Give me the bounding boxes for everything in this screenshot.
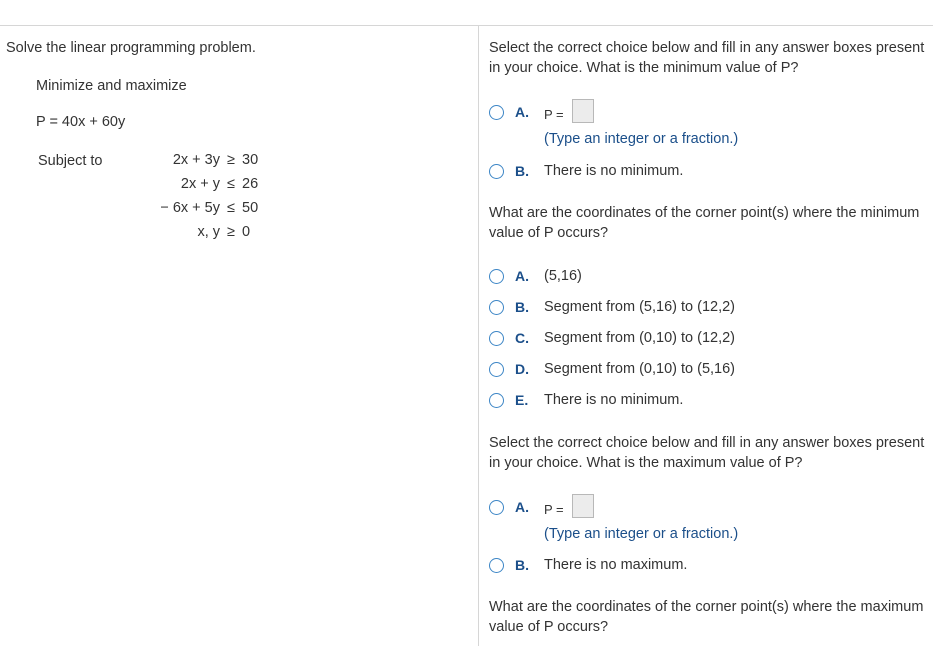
constraint-operator: ≥ xyxy=(227,224,235,240)
option-text: There is no maximum. xyxy=(544,557,688,573)
column-divider xyxy=(478,26,479,646)
constraint-operator: ≥ xyxy=(227,152,235,168)
option-text: Segment from (0,10) to (5,16) xyxy=(544,361,735,377)
radio-button[interactable] xyxy=(489,362,504,377)
radio-button[interactable] xyxy=(489,269,504,284)
radio-button[interactable] xyxy=(489,393,504,408)
option-letter: A. xyxy=(515,499,529,515)
constraint-row xyxy=(150,200,280,218)
answer-hint: (Type an integer or a fraction.) xyxy=(544,526,739,542)
constraint-row xyxy=(150,176,280,194)
constraint-lhs: x, y xyxy=(197,224,220,240)
constraint-operator: ≤ xyxy=(227,200,235,216)
option-letter: D. xyxy=(515,361,529,377)
min-value-option-a[interactable] xyxy=(489,104,929,124)
constraint-row xyxy=(150,224,280,242)
option-letter: C. xyxy=(515,330,529,346)
answer-hint: (Type an integer or a fraction.) xyxy=(544,131,739,147)
min-value-option-b[interactable] xyxy=(489,163,929,183)
objective-function: P = 40x + 60y xyxy=(36,114,126,130)
max-value-answer-box[interactable] xyxy=(572,494,594,518)
constraint-operator: ≤ xyxy=(227,176,235,192)
option-text: Segment from (0,10) to (12,2) xyxy=(544,330,735,346)
p-equals-label: P = xyxy=(544,502,564,517)
constraint-rhs: 0 xyxy=(242,224,251,240)
constraint-lhs: 2x + y xyxy=(180,176,220,192)
p-equals-label: P = xyxy=(544,107,564,122)
option-text: (5,16) xyxy=(544,268,582,284)
radio-button[interactable] xyxy=(489,558,504,573)
radio-button[interactable] xyxy=(489,105,504,120)
constraint-rhs: 30 xyxy=(242,152,259,168)
max-points-question: What are the coordinates of the corner point(s) where the maximum value of P occurs? xyxy=(489,599,924,635)
radio-button[interactable] xyxy=(489,164,504,179)
problem-task: Minimize and maximize xyxy=(36,78,187,94)
option-letter: B. xyxy=(515,163,529,179)
constraint-lhs: − 6x + 5y xyxy=(160,200,220,216)
option-letter: E. xyxy=(515,392,529,408)
constraint-rhs: 26 xyxy=(242,176,259,192)
radio-button[interactable] xyxy=(489,300,504,315)
option-text: Segment from (5,16) to (12,2) xyxy=(544,299,735,315)
min-value-question: Select the correct choice below and fill in any answer boxes present in your choice. What is the minimum value of P? xyxy=(489,40,925,76)
max-value-question: Select the correct choice below and fill in any answer boxes present in your choice. What is the maximum value of P? xyxy=(489,435,925,471)
option-letter: A. xyxy=(515,268,529,284)
constraint-lhs: 2x + 3y xyxy=(172,152,220,168)
option-letter: B. xyxy=(515,299,529,315)
min-points-option-c[interactable] xyxy=(489,330,929,350)
problem-statement: Solve the linear programming problem. xyxy=(6,40,256,56)
option-text: There is no minimum. xyxy=(544,392,684,408)
max-value-option-a[interactable] xyxy=(489,499,929,519)
option-letter: B. xyxy=(515,557,529,573)
min-value-answer-box[interactable] xyxy=(572,99,594,123)
constraint-rhs: 50 xyxy=(242,200,259,216)
constraint-row xyxy=(150,152,280,170)
subject-to-label: Subject to xyxy=(38,153,103,169)
max-value-option-b[interactable] xyxy=(489,557,929,577)
radio-button[interactable] xyxy=(489,331,504,346)
min-points-option-e[interactable] xyxy=(489,392,929,412)
radio-button[interactable] xyxy=(489,500,504,515)
min-points-question: What are the coordinates of the corner point(s) where the minimum value of P occurs? xyxy=(489,205,920,241)
option-letter: A. xyxy=(515,104,529,120)
min-points-option-a[interactable] xyxy=(489,268,929,288)
min-points-option-d[interactable] xyxy=(489,361,929,381)
min-points-option-b[interactable] xyxy=(489,299,929,319)
option-text: There is no minimum. xyxy=(544,163,684,179)
